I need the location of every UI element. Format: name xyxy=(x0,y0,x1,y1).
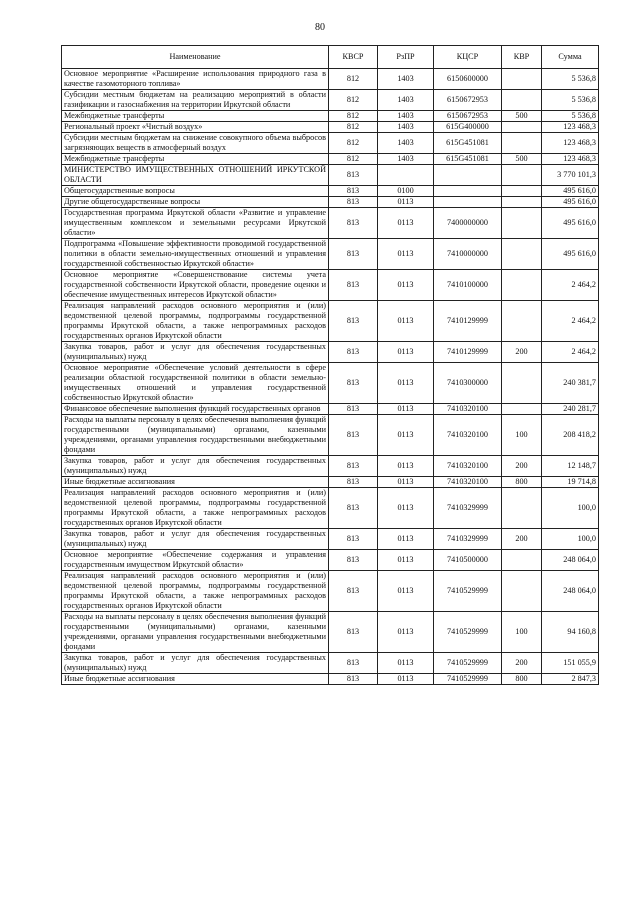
cell-kvr xyxy=(502,197,542,208)
cell-name: Межбюджетные трансферты xyxy=(62,154,329,165)
cell-kvsr: 813 xyxy=(329,477,378,488)
table-header-row xyxy=(62,46,599,69)
table-row xyxy=(62,90,599,111)
header-kvr: КВР xyxy=(502,46,542,69)
cell-kcsr: 7410529999 xyxy=(434,653,502,674)
cell-name: МИНИСТЕРСТВО ИМУЩЕСТВЕННЫХ ОТНОШЕНИЙ ИРКУТСКОЙ ОБЛАСТИ xyxy=(62,165,329,186)
cell-kvr: 200 xyxy=(502,456,542,477)
cell-kvsr: 813 xyxy=(329,208,378,239)
table-row xyxy=(62,529,599,550)
cell-kvsr: 813 xyxy=(329,270,378,301)
table-row xyxy=(62,270,599,301)
table-row xyxy=(62,122,599,133)
cell-kvr xyxy=(502,270,542,301)
cell-name: Основное мероприятие «Совершенствование системы учета государственной собственности Иркутской области, проведение оценки и обеспечение имущественных интересов Иркутской области» xyxy=(62,270,329,301)
cell-kvsr: 813 xyxy=(329,165,378,186)
cell-kcsr xyxy=(434,186,502,197)
cell-name: Основное мероприятие «Обеспечение условий деятельности в сфере реализации областной государственной политики в области земельно-имущественных отношений и управления государственной собственностью Иркутской области» xyxy=(62,363,329,404)
cell-kcsr: 7410320100 xyxy=(434,415,502,456)
cell-kcsr: 7410320100 xyxy=(434,404,502,415)
cell-kcsr xyxy=(434,165,502,186)
cell-kcsr: 7410000000 xyxy=(434,239,502,270)
table-row xyxy=(62,111,599,122)
cell-rzpr: 1403 xyxy=(378,154,434,165)
cell-sum: 2 464,2 xyxy=(542,301,599,342)
table-body xyxy=(62,69,599,685)
cell-kcsr: 7410529999 xyxy=(434,612,502,653)
cell-rzpr: 0113 xyxy=(378,301,434,342)
cell-rzpr: 0113 xyxy=(378,197,434,208)
cell-name: Расходы на выплаты персоналу в целях обеспечения выполнения функций государственными (муниципальными) органами, казенными учреждениями, органами управления государственными внебюджетными фондами xyxy=(62,415,329,456)
cell-kvr: 200 xyxy=(502,529,542,550)
table-row xyxy=(62,404,599,415)
cell-kcsr: 7410529999 xyxy=(434,571,502,612)
cell-kvsr: 813 xyxy=(329,197,378,208)
cell-name: Расходы на выплаты персоналу в целях обеспечения выполнения функций государственными (муниципальными) органами, казенными учреждениями, органами управления государственными внебюджетными фондами xyxy=(62,612,329,653)
cell-rzpr: 0113 xyxy=(378,342,434,363)
cell-name: Основное мероприятие «Расширение использования природного газа в качестве газомоторного топлива» xyxy=(62,69,329,90)
cell-kvsr: 812 xyxy=(329,122,378,133)
cell-kvr xyxy=(502,165,542,186)
cell-name: Реализация направлений расходов основного мероприятия и (или) ведомственной целевой программы, подпрограммы государственной программы Иркутской области, а также непрограммных расходов государственных органов Иркутской области xyxy=(62,301,329,342)
cell-name: Закупка товаров, работ и услуг для обеспечения государственных (муниципальных) нужд xyxy=(62,342,329,363)
cell-kcsr: 615G400000 xyxy=(434,122,502,133)
cell-rzpr: 0113 xyxy=(378,477,434,488)
cell-name: Межбюджетные трансферты xyxy=(62,111,329,122)
cell-kvsr: 812 xyxy=(329,69,378,90)
cell-kvsr: 813 xyxy=(329,186,378,197)
cell-rzpr: 0113 xyxy=(378,674,434,685)
cell-kvsr: 813 xyxy=(329,456,378,477)
cell-sum: 208 418,2 xyxy=(542,415,599,456)
cell-name: Закупка товаров, работ и услуг для обеспечения государственных (муниципальных) нужд xyxy=(62,456,329,477)
cell-kcsr: 7410129999 xyxy=(434,301,502,342)
cell-sum: 12 148,7 xyxy=(542,456,599,477)
cell-kvr xyxy=(502,186,542,197)
cell-rzpr: 0113 xyxy=(378,415,434,456)
table-row xyxy=(62,133,599,154)
cell-rzpr: 1403 xyxy=(378,111,434,122)
cell-rzpr: 0113 xyxy=(378,550,434,571)
cell-kcsr: 615G451081 xyxy=(434,133,502,154)
cell-kcsr: 7400000000 xyxy=(434,208,502,239)
page-number: 80 xyxy=(315,22,325,33)
cell-rzpr: 0113 xyxy=(378,456,434,477)
cell-sum: 240 381,7 xyxy=(542,363,599,404)
cell-kvr xyxy=(502,133,542,154)
cell-rzpr: 0113 xyxy=(378,404,434,415)
cell-sum: 2 464,2 xyxy=(542,342,599,363)
cell-name: Закупка товаров, работ и услуг для обеспечения государственных (муниципальных) нужд xyxy=(62,529,329,550)
cell-kvsr: 813 xyxy=(329,363,378,404)
cell-sum: 94 160,8 xyxy=(542,612,599,653)
cell-kcsr: 7410529999 xyxy=(434,674,502,685)
cell-rzpr: 0113 xyxy=(378,208,434,239)
cell-name: Закупка товаров, работ и услуг для обеспечения государственных (муниципальных) нужд xyxy=(62,653,329,674)
table-row xyxy=(62,456,599,477)
cell-kcsr xyxy=(434,197,502,208)
cell-sum: 19 714,8 xyxy=(542,477,599,488)
cell-sum: 495 616,0 xyxy=(542,186,599,197)
cell-kcsr: 7410320100 xyxy=(434,456,502,477)
cell-kvsr: 813 xyxy=(329,488,378,529)
table-row xyxy=(62,571,599,612)
cell-name: Иные бюджетные ассигнования xyxy=(62,477,329,488)
cell-kvr xyxy=(502,571,542,612)
cell-sum: 2 847,3 xyxy=(542,674,599,685)
cell-kcsr: 7410320100 xyxy=(434,477,502,488)
table-row xyxy=(62,550,599,571)
header-name: Наименование xyxy=(62,46,329,69)
cell-kvsr: 813 xyxy=(329,404,378,415)
budget-table xyxy=(61,45,599,685)
table-row xyxy=(62,342,599,363)
cell-rzpr: 1403 xyxy=(378,133,434,154)
cell-kcsr: 7410129999 xyxy=(434,342,502,363)
table-row xyxy=(62,165,599,186)
cell-kvr xyxy=(502,363,542,404)
cell-name: Иные бюджетные ассигнования xyxy=(62,674,329,685)
cell-kvr xyxy=(502,69,542,90)
cell-kvr: 500 xyxy=(502,154,542,165)
cell-sum: 495 616,0 xyxy=(542,208,599,239)
cell-name: Другие общегосударственные вопросы xyxy=(62,197,329,208)
cell-rzpr: 0113 xyxy=(378,363,434,404)
cell-kvsr: 812 xyxy=(329,154,378,165)
cell-kcsr: 6150672953 xyxy=(434,90,502,111)
cell-kcsr: 7410100000 xyxy=(434,270,502,301)
cell-kcsr: 7410500000 xyxy=(434,550,502,571)
header-kcsr: КЦСР xyxy=(434,46,502,69)
cell-sum: 123 468,3 xyxy=(542,122,599,133)
cell-kvsr: 813 xyxy=(329,571,378,612)
cell-rzpr: 0113 xyxy=(378,239,434,270)
cell-rzpr xyxy=(378,165,434,186)
cell-sum: 151 055,9 xyxy=(542,653,599,674)
cell-name: Реализация направлений расходов основного мероприятия и (или) ведомственной целевой программы, подпрограммы государственной программы Иркутской области, а также непрограммных расходов государственных органов Иркутской области xyxy=(62,571,329,612)
cell-name: Реализация направлений расходов основного мероприятия и (или) ведомственной целевой программы, подпрограммы государственной программы Иркутской области, а также непрограммных расходов государственных органов Иркутской области xyxy=(62,488,329,529)
table-row xyxy=(62,197,599,208)
cell-kvsr: 813 xyxy=(329,550,378,571)
cell-sum: 495 616,0 xyxy=(542,197,599,208)
cell-kvr xyxy=(502,404,542,415)
cell-rzpr: 0113 xyxy=(378,529,434,550)
cell-kvsr: 813 xyxy=(329,612,378,653)
cell-rzpr: 0113 xyxy=(378,270,434,301)
cell-sum: 240 281,7 xyxy=(542,404,599,415)
cell-rzpr: 0113 xyxy=(378,488,434,529)
cell-name: Субсидии местным бюджетам на снижение совокупного объема выбросов загрязняющих веществ в атмосферный воздух xyxy=(62,133,329,154)
header-kvsr: КВСР xyxy=(329,46,378,69)
cell-rzpr: 0113 xyxy=(378,571,434,612)
cell-sum: 3 770 101,3 xyxy=(542,165,599,186)
cell-name: Субсидии местным бюджетам на реализацию мероприятий в области газификации и газоснабжения на территории Иркутской области xyxy=(62,90,329,111)
cell-name: Финансовое обеспечение выполнения функций государственных органов xyxy=(62,404,329,415)
cell-sum: 123 468,3 xyxy=(542,154,599,165)
cell-name: Основное мероприятие «Обеспечение содержания и управления государственным имуществом Иркутской области» xyxy=(62,550,329,571)
cell-name: Общегосударственные вопросы xyxy=(62,186,329,197)
cell-sum: 100,0 xyxy=(542,529,599,550)
table-row xyxy=(62,154,599,165)
cell-name: Подпрограмма «Повышение эффективности проводимой государственной политики в области земельно-имущественных отношений и управления государственной собственностью Иркутской области» xyxy=(62,239,329,270)
cell-name: Региональный проект «Чистый воздух» xyxy=(62,122,329,133)
table-row xyxy=(62,653,599,674)
cell-kvr xyxy=(502,239,542,270)
cell-kvsr: 813 xyxy=(329,529,378,550)
cell-kvr xyxy=(502,550,542,571)
cell-sum: 2 464,2 xyxy=(542,270,599,301)
table-row xyxy=(62,186,599,197)
cell-sum: 248 064,0 xyxy=(542,571,599,612)
cell-kcsr: 7410329999 xyxy=(434,529,502,550)
cell-kvr xyxy=(502,301,542,342)
table-row xyxy=(62,477,599,488)
cell-kvr xyxy=(502,208,542,239)
cell-sum: 5 536,8 xyxy=(542,111,599,122)
table-row xyxy=(62,488,599,529)
table-row xyxy=(62,612,599,653)
cell-rzpr: 0113 xyxy=(378,612,434,653)
cell-sum: 248 064,0 xyxy=(542,550,599,571)
cell-kcsr: 615G451081 xyxy=(434,154,502,165)
table-row xyxy=(62,239,599,270)
cell-kcsr: 6150600000 xyxy=(434,69,502,90)
cell-rzpr: 0113 xyxy=(378,653,434,674)
cell-rzpr: 1403 xyxy=(378,90,434,111)
cell-sum: 5 536,8 xyxy=(542,69,599,90)
table-row xyxy=(62,674,599,685)
cell-sum: 5 536,8 xyxy=(542,90,599,111)
cell-kvsr: 813 xyxy=(329,342,378,363)
cell-kvsr: 812 xyxy=(329,111,378,122)
cell-sum: 100,0 xyxy=(542,488,599,529)
cell-sum: 123 468,3 xyxy=(542,133,599,154)
cell-name: Государственная программа Иркутской области «Развитие и управление имущественным комплексом и земельными ресурсами Иркутской области» xyxy=(62,208,329,239)
cell-kvsr: 812 xyxy=(329,90,378,111)
cell-kcsr: 7410329999 xyxy=(434,488,502,529)
cell-kvsr: 813 xyxy=(329,415,378,456)
cell-kvr: 800 xyxy=(502,674,542,685)
cell-sum: 495 616,0 xyxy=(542,239,599,270)
cell-kvsr: 812 xyxy=(329,133,378,154)
cell-kcsr: 7410300000 xyxy=(434,363,502,404)
cell-rzpr: 1403 xyxy=(378,122,434,133)
cell-rzpr: 0100 xyxy=(378,186,434,197)
table-row xyxy=(62,208,599,239)
cell-kcsr: 6150672953 xyxy=(434,111,502,122)
cell-kvr: 100 xyxy=(502,415,542,456)
cell-kvsr: 813 xyxy=(329,239,378,270)
table-row xyxy=(62,363,599,404)
header-sum: Сумма xyxy=(542,46,599,69)
cell-kvr: 200 xyxy=(502,653,542,674)
table-row xyxy=(62,415,599,456)
cell-kvr xyxy=(502,90,542,111)
cell-kvsr: 813 xyxy=(329,301,378,342)
header-rzpr: РзПР xyxy=(378,46,434,69)
cell-kvr: 500 xyxy=(502,111,542,122)
cell-rzpr: 1403 xyxy=(378,69,434,90)
cell-kvr xyxy=(502,122,542,133)
cell-kvr: 200 xyxy=(502,342,542,363)
cell-kvr xyxy=(502,488,542,529)
cell-kvsr: 813 xyxy=(329,653,378,674)
cell-kvr: 100 xyxy=(502,612,542,653)
table-row xyxy=(62,301,599,342)
cell-kvr: 800 xyxy=(502,477,542,488)
cell-kvsr: 813 xyxy=(329,674,378,685)
table-row xyxy=(62,69,599,90)
